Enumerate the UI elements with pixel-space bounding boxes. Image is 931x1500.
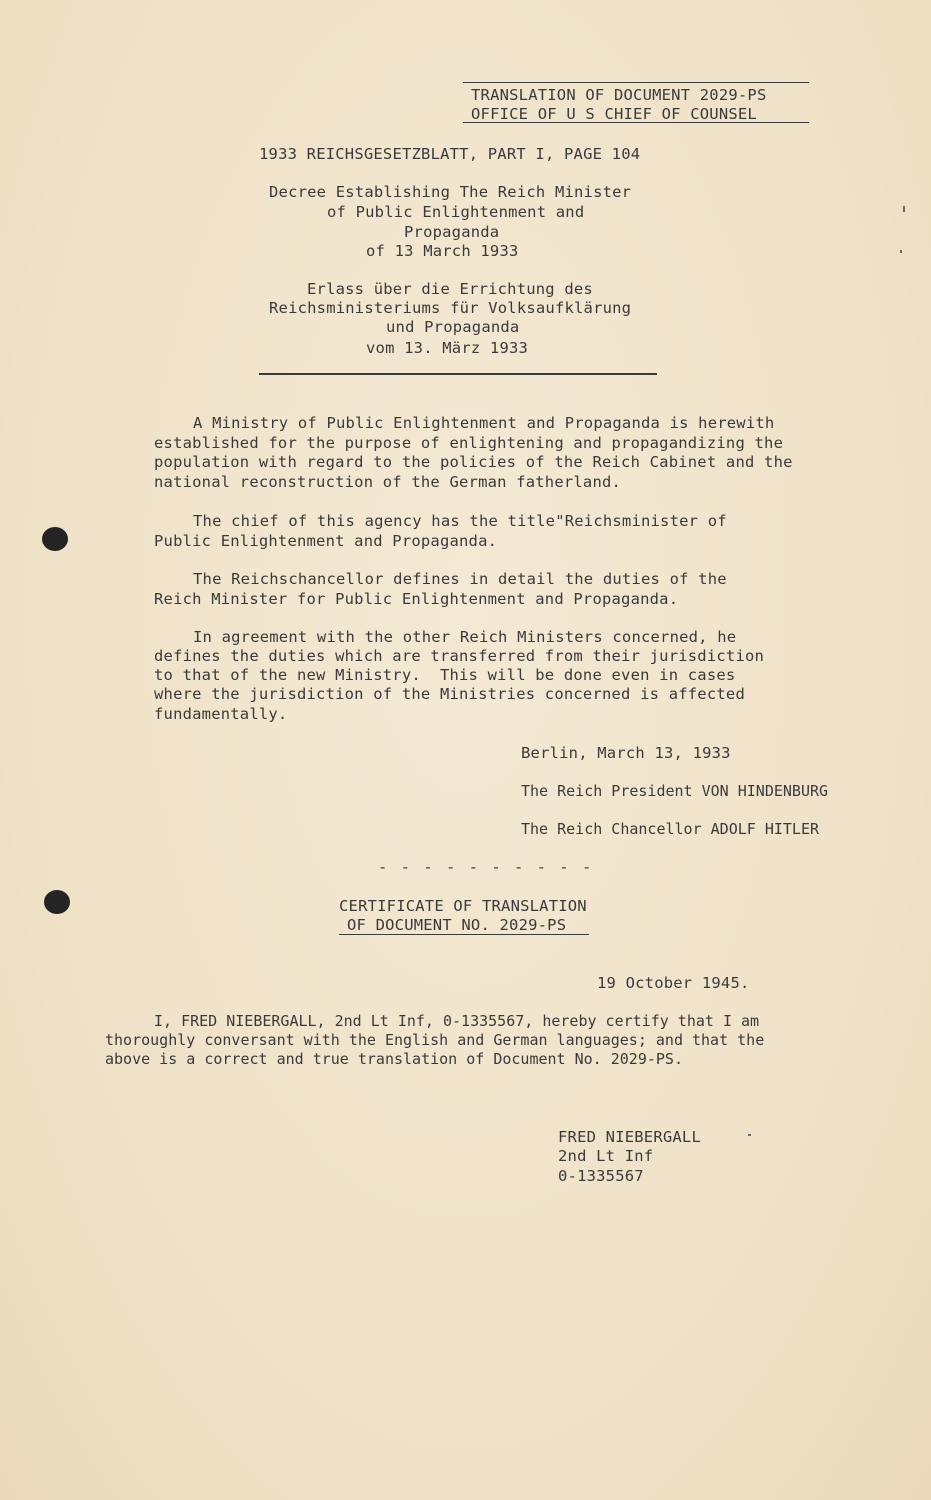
section-separator: - - - - - - - - - - xyxy=(378,858,594,876)
header-line-1: TRANSLATION OF DOCUMENT 2029-PS xyxy=(471,86,767,104)
header-bottom-rule xyxy=(463,122,809,123)
signature-serial: 0-1335567 xyxy=(558,1167,644,1185)
header-top-rule xyxy=(463,82,809,83)
certificate-text-line-2: thoroughly conversant with the English and German languages; and that the xyxy=(105,1031,765,1049)
margin-speck-3 xyxy=(748,1134,751,1136)
title-de-line-3: und Propaganda xyxy=(386,318,520,336)
body-p2-line-1: The chief of this agency has the title"Reichsminister of xyxy=(193,512,727,530)
header-line-2: OFFICE OF U S CHIEF OF COUNSEL xyxy=(471,105,757,123)
certificate-text-line-3: above is a correct and true translation of Document No. 2029-PS. xyxy=(105,1050,683,1068)
body-p4-line-4: where the jurisdiction of the Ministries concerned is affected xyxy=(154,685,745,703)
signoff-place-date: Berlin, March 13, 1933 xyxy=(521,744,731,762)
signoff-chancellor: The Reich Chancellor ADOLF HITLER xyxy=(521,820,820,838)
body-p3-line-1: The Reichschancellor defines in detail the duties of the xyxy=(193,570,727,588)
body-p3-line-2: Reich Minister for Public Enlightenment and Propaganda. xyxy=(154,590,679,608)
margin-speck-2 xyxy=(900,250,902,253)
signature-rank: 2nd Lt Inf xyxy=(558,1147,654,1165)
body-p1-line-3: population with regard to the policies of the Reich Cabinet and the xyxy=(154,453,793,471)
body-p1-line-2: established for the purpose of enlightening and propagandizing the xyxy=(154,434,784,452)
body-p4-line-5: fundamentally. xyxy=(154,705,288,723)
body-p1-line-1: A Ministry of Public Enlightenment and Propaganda is herewith xyxy=(193,414,775,432)
signoff-president: The Reich President VON HINDENBURG xyxy=(521,782,829,800)
title-en-line-2: of Public Enlightenment and xyxy=(327,203,585,221)
title-en-line-1: Decree Establishing The Reich Minister xyxy=(269,183,632,201)
title-en-line-4: of 13 March 1933 xyxy=(366,242,519,260)
certificate-title-line-2: OF DOCUMENT NO. 2029-PS xyxy=(347,916,567,934)
punch-hole-upper xyxy=(42,527,68,551)
certificate-text-line-1: I, FRED NIEBERGALL, 2nd Lt Inf, 0-1335567, hereby certify that I am xyxy=(154,1012,760,1030)
certificate-date: 19 October 1945. xyxy=(597,974,750,992)
body-p1-line-4: national reconstruction of the German fatherland. xyxy=(154,473,622,491)
certificate-title-underline xyxy=(339,934,589,935)
body-p4-line-2: defines the duties which are transferred from their jurisdiction xyxy=(154,647,765,665)
signature-name: FRED NIEBERGALL xyxy=(558,1128,701,1146)
body-p4-line-1: In agreement with the other Reich Ministers concerned, he xyxy=(193,628,737,646)
source-citation: 1933 REICHSGESETZBLATT, PART I, PAGE 104 xyxy=(259,145,641,163)
punch-hole-lower xyxy=(44,890,70,914)
body-p2-line-2: Public Enlightenment and Propaganda. xyxy=(154,532,498,550)
certificate-title-line-1: CERTIFICATE OF TRANSLATION xyxy=(339,897,587,915)
title-de-line-2: Reichsministeriums für Volksaufklärung xyxy=(269,299,632,317)
body-p4-line-3: to that of the new Ministry. This will be done even in cases xyxy=(154,666,736,684)
title-en-line-3: Propaganda xyxy=(404,223,500,241)
title-de-line-4: vom 13. März 1933 xyxy=(366,339,529,357)
title-de-line-1: Erlass über die Errichtung des xyxy=(307,280,593,298)
title-underline xyxy=(259,373,657,375)
margin-speck-1 xyxy=(903,206,905,212)
